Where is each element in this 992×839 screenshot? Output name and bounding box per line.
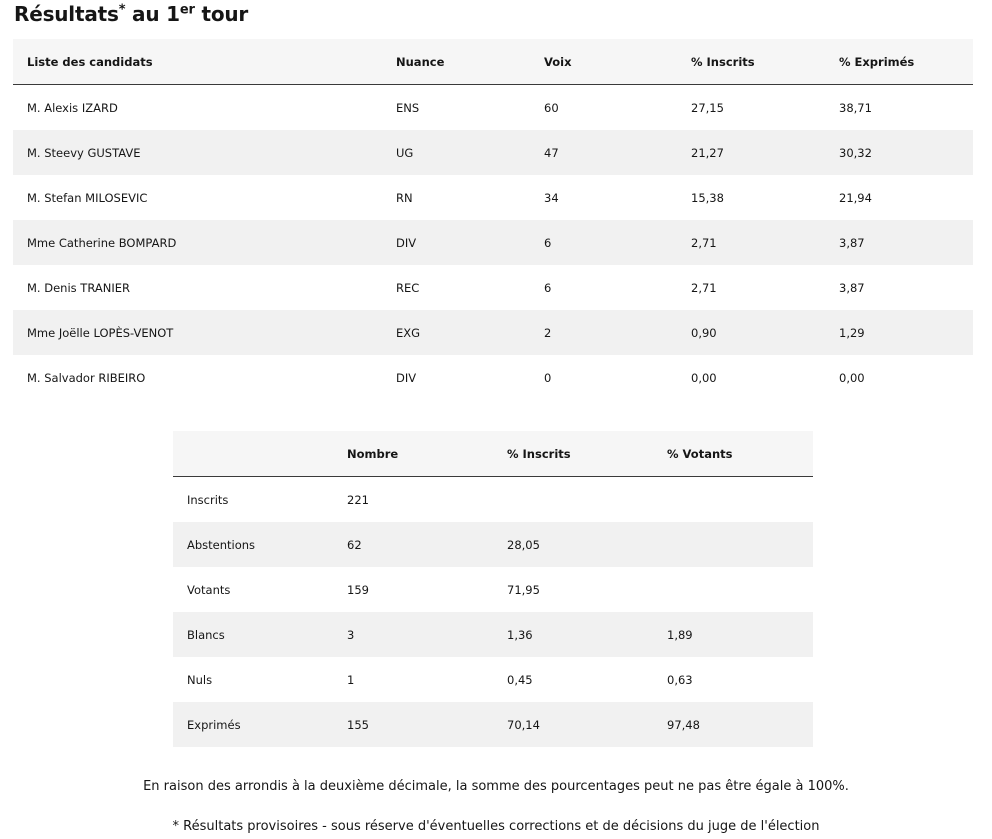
candidate-nuance: UG [396, 145, 414, 160]
row-pct-inscrits: 0,45 [507, 672, 533, 687]
row-nombre: 1 [347, 672, 355, 687]
participation-header-row [173, 431, 813, 477]
row-pct-votants: 1,89 [667, 627, 693, 642]
table-row [173, 477, 813, 523]
title-end: tour [194, 2, 249, 26]
candidate-name: M. Stefan MILOSEVIC [27, 190, 148, 205]
table-row [13, 310, 973, 355]
table-row [173, 657, 813, 702]
candidate-name: M. Alexis IZARD [27, 100, 118, 115]
candidate-pct-exprimes: 3,87 [839, 235, 865, 250]
row-nombre: 3 [347, 627, 355, 642]
page-title [14, 0, 248, 28]
candidate-pct-exprimes: 38,71 [839, 100, 872, 115]
row-label: Nuls [187, 672, 213, 687]
title-mid: au 1 [125, 2, 180, 26]
table-row [13, 85, 973, 131]
candidate-pct-exprimes: 30,32 [839, 145, 872, 160]
row-label: Votants [187, 582, 231, 597]
candidate-pct-exprimes: 3,87 [839, 280, 865, 295]
column-header-pct-inscrits: % Inscrits [493, 431, 653, 477]
participation-table [173, 431, 813, 747]
row-label: Abstentions [187, 537, 256, 552]
row-nombre: 62 [347, 537, 362, 552]
candidate-pct-inscrits: 2,71 [691, 280, 717, 295]
table-row [13, 265, 973, 310]
candidate-pct-inscrits: 0,90 [691, 325, 717, 340]
column-header-nombre: Nombre [333, 431, 493, 477]
candidate-voix: 6 [544, 280, 552, 295]
column-header-pct-inscrits: % Inscrits [677, 39, 825, 85]
candidate-pct-exprimes: 0,00 [839, 370, 865, 385]
row-label: Inscrits [187, 492, 229, 507]
candidate-name: Mme Catherine BOMPARD [27, 235, 177, 250]
table-row [13, 130, 973, 175]
row-pct-votants: 97,48 [667, 717, 700, 732]
candidate-name: M. Salvador RIBEIRO [27, 370, 146, 385]
row-nombre: 221 [347, 492, 369, 507]
title-asterisk: * [118, 2, 126, 18]
column-header-pct-exprimes: % Exprimés [825, 39, 973, 85]
candidates-header-row [13, 39, 973, 85]
candidate-name: M. Steevy GUSTAVE [27, 145, 141, 160]
candidate-pct-inscrits: 27,15 [691, 100, 724, 115]
candidate-voix: 47 [544, 145, 559, 160]
row-pct-inscrits: 70,14 [507, 717, 540, 732]
candidate-nuance: DIV [396, 235, 417, 250]
candidate-voix: 60 [544, 100, 559, 115]
row-pct-inscrits: 28,05 [507, 537, 540, 552]
candidate-voix: 34 [544, 190, 559, 205]
row-pct-votants [653, 522, 813, 567]
row-pct-votants: 0,63 [667, 672, 693, 687]
row-nombre: 155 [347, 717, 369, 732]
table-row [173, 612, 813, 657]
candidate-pct-inscrits: 15,38 [691, 190, 724, 205]
table-row [173, 702, 813, 747]
table-row [13, 355, 973, 400]
candidate-pct-inscrits: 0,00 [691, 370, 717, 385]
candidate-pct-inscrits: 2,71 [691, 235, 717, 250]
column-header-voix: Voix [530, 39, 677, 85]
row-pct-inscrits [493, 477, 653, 523]
candidate-nuance: DIV [396, 370, 417, 385]
row-nombre: 159 [347, 582, 369, 597]
column-header-label [173, 431, 333, 477]
candidate-pct-exprimes: 1,29 [839, 325, 865, 340]
provisional-results-note: * Résultats provisoires - sous réserve d'éventuelles corrections et de décisions du juge de l'élection [172, 819, 820, 834]
row-pct-votants [653, 477, 813, 523]
candidate-voix: 0 [544, 370, 552, 385]
row-label: Blancs [187, 627, 225, 642]
title-superscript: er [179, 2, 195, 18]
row-pct-inscrits: 1,36 [507, 627, 533, 642]
candidate-pct-inscrits: 21,27 [691, 145, 724, 160]
candidate-name: Mme Joëlle LOPÈS-VENOT [27, 325, 174, 340]
candidate-nuance: EXG [396, 325, 421, 340]
table-row [13, 175, 973, 220]
column-header-nuance: Nuance [382, 39, 530, 85]
title-main: Résultats [14, 2, 119, 26]
candidate-nuance: RN [396, 190, 413, 205]
candidate-pct-exprimes: 21,94 [839, 190, 872, 205]
column-header-candidates: Liste des candidats [13, 39, 382, 85]
table-row [173, 522, 813, 567]
column-header-pct-votants: % Votants [653, 431, 813, 477]
candidate-voix: 2 [544, 325, 552, 340]
row-pct-inscrits: 71,95 [507, 582, 540, 597]
candidate-voix: 6 [544, 235, 552, 250]
candidate-nuance: REC [396, 280, 420, 295]
candidates-table [13, 39, 973, 400]
row-label: Exprimés [187, 717, 241, 732]
row-pct-votants [653, 567, 813, 612]
rounding-note: En raison des arrondis à la deuxième décimale, la somme des pourcentages peut ne pas être égale à 100%. [143, 779, 849, 794]
table-row [173, 567, 813, 612]
candidate-nuance: ENS [396, 100, 420, 115]
candidate-name: M. Denis TRANIER [27, 280, 130, 295]
table-row [13, 220, 973, 265]
